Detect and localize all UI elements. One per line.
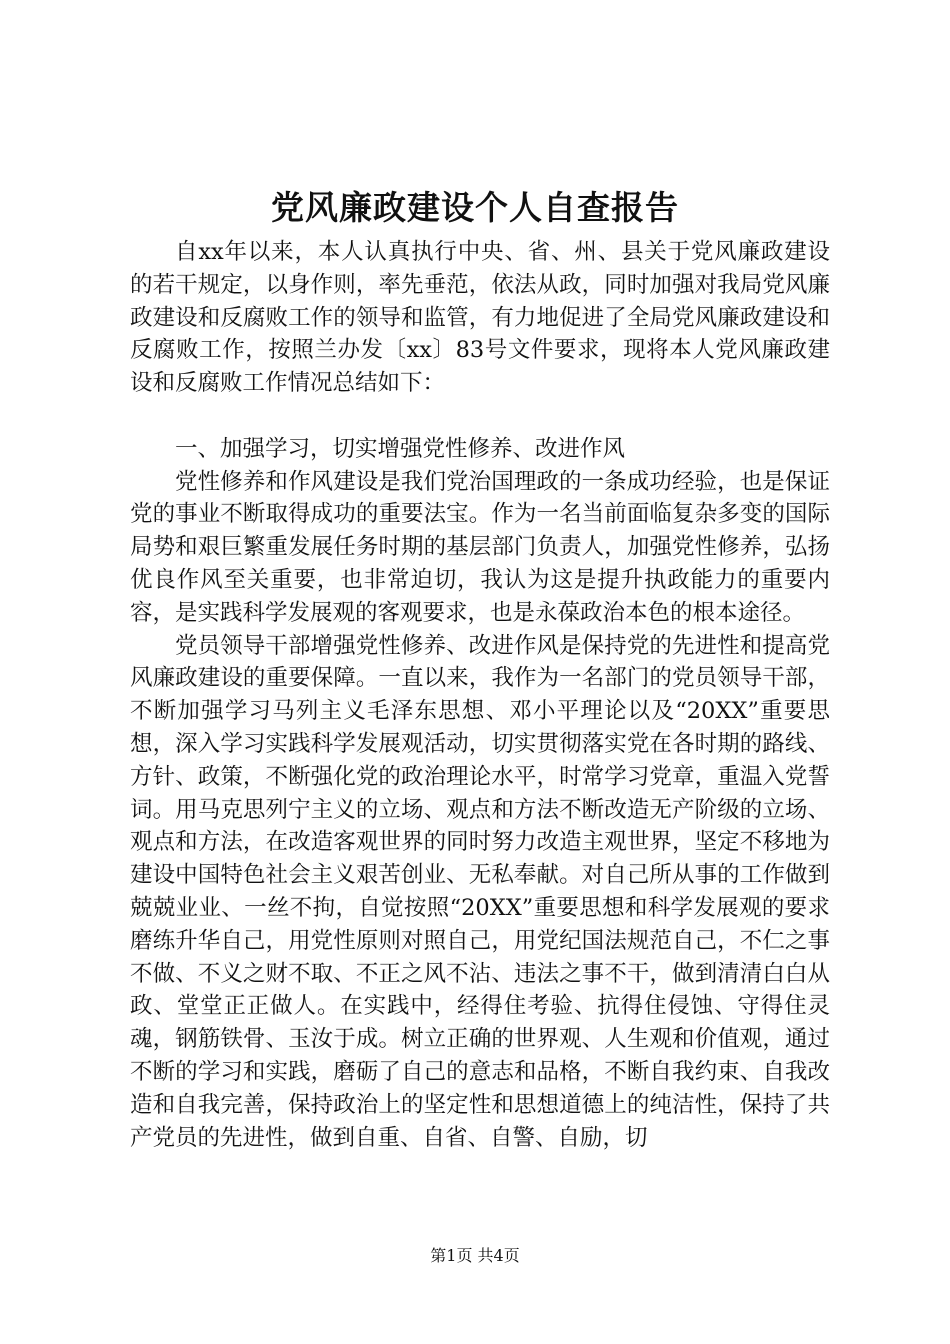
body-paragraph-1: 党性修养和作风建设是我们党治国理政的一条成功经验，也是保证党的事业不断取得成功的重要法宝。作为一名当前面临复杂多变的国际局势和艰巨繁重发展任务时期的基层部门负责人，加强党性修养，弘扬优良作风至关重要，也非常迫切，我认为这是提升执政能力的重要内容，是实践科学发展观的客观要求，也是永葆政治本色的根本途径。 [130, 468, 830, 626]
page-number-footer: 第1页 共4页 [430, 1246, 520, 1265]
section-heading-1: 一、加强学习，切实增强党性修养、改进作风 [175, 435, 626, 462]
document-body [130, 236, 830, 1154]
intro-paragraph: 自xx年以来，本人认真执行中央、省、州、县关于党风廉政建设的若干规定，以身作则，率先垂范，依法从政，同时加强对我局党风廉政建设和反腐败工作的领导和监管，有力地促进了全局党风廉政建设和反腐败工作，按照兰办发〔xx〕83号文件要求，现将本人党风廉政建设和反腐败工作情况总结如下： [130, 239, 830, 397]
body-paragraph-2: 党员领导干部增强党性修养、改进作风是保持党的先进性和提高党风廉政建设的重要保障。一直以来，我作为一名部门的党员领导干部，不断加强学习马列主义毛泽东思想、邓小平理论以及“20XX”重要思想，深入学习实践科学发展观活动，切实贯彻落实党在各时期的路线、方针、政策，不断强化党的政治理论水平，时常学习党章，重温入党誓词。用马克思列宁主义的立场、观点和方法不断改造无产阶级的立场、观点和方法，在改造客观世界的同时努力改造主观世界，坚定不移地为建设中国特色社会主义艰苦创业、无私奉献。对自己所从事的工作做到兢兢业业、一丝不拘，自觉按照“20XX”重要思想和科学发展观的要求磨练升华自己，用党性原则对照自己，用党纪国法规范自己，不仁之事不做、不义之财不取、不正之风不沾、违法之事不干，做到清清白白从政、堂堂正正做人。在实践中，经得住考验、抗得住侵蚀、守得住灵魂，钢筋铁骨、玉汝于成。树立正确的世界观、人生观和价值观，通过不断的学习和实践，磨砺了自己的意志和品格，不断自我约束、自我改造和自我完善，保持政治上的坚定性和思想道德上的纯洁性，保持了共产党员的先进性，做到自重、自省、自警、自励，切 [130, 632, 830, 1151]
document-title: 党风廉政建设个人自查报告 [271, 188, 679, 227]
